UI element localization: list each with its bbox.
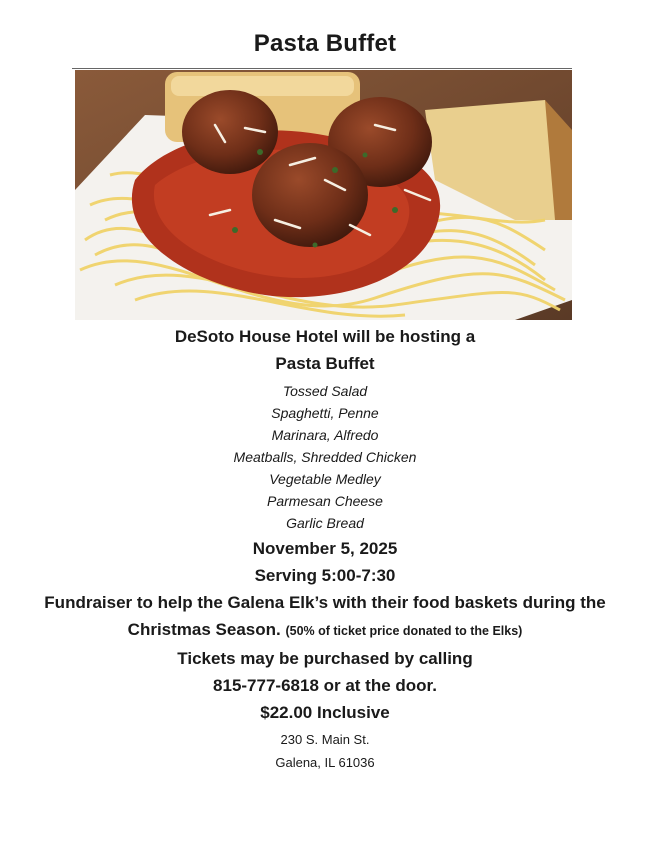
title-divider [72, 68, 572, 69]
address-street: 230 S. Main St. [280, 732, 370, 747]
serving-time: Serving 5:00-7:30 [254, 566, 396, 585]
menu-item: Parmesan Cheese [267, 493, 383, 509]
page-title: Pasta Buffet [253, 30, 397, 57]
menu-item: Vegetable Medley [269, 471, 381, 487]
menu-item: Garlic Bread [286, 515, 364, 531]
event-date: November 5, 2025 [252, 539, 398, 558]
address [0, 728, 650, 774]
menu-item: Marinara, Alfredo [271, 427, 379, 443]
menu-item: Spaghetti, Penne [271, 405, 379, 421]
intro [0, 323, 650, 377]
donation-note: (50% of ticket price donated to the Elks) [285, 624, 523, 638]
menu-item: Meatballs, Shredded Chicken [233, 449, 417, 465]
fundraiser-season: Christmas Season. [127, 620, 281, 639]
fundraiser-line-2 [0, 616, 650, 645]
spaghetti-meatballs-photo [75, 70, 572, 320]
menu-list [0, 380, 650, 534]
address-city: Galena, IL 61036 [275, 755, 375, 770]
food-illustration [75, 70, 572, 320]
fundraiser-line: Fundraiser to help the Galena Elk’s with their food baskets during the [44, 593, 606, 612]
tickets-phone: 815-777-6818 or at the door. [213, 676, 437, 695]
intro-line: DeSoto House Hotel will be hosting a [174, 327, 476, 346]
event-details [0, 535, 650, 726]
tickets-line: Tickets may be purchased by calling [177, 649, 473, 668]
price: $22.00 Inclusive [260, 703, 390, 722]
menu-item: Tossed Salad [282, 383, 368, 399]
intro-event-name: Pasta Buffet [275, 354, 375, 373]
